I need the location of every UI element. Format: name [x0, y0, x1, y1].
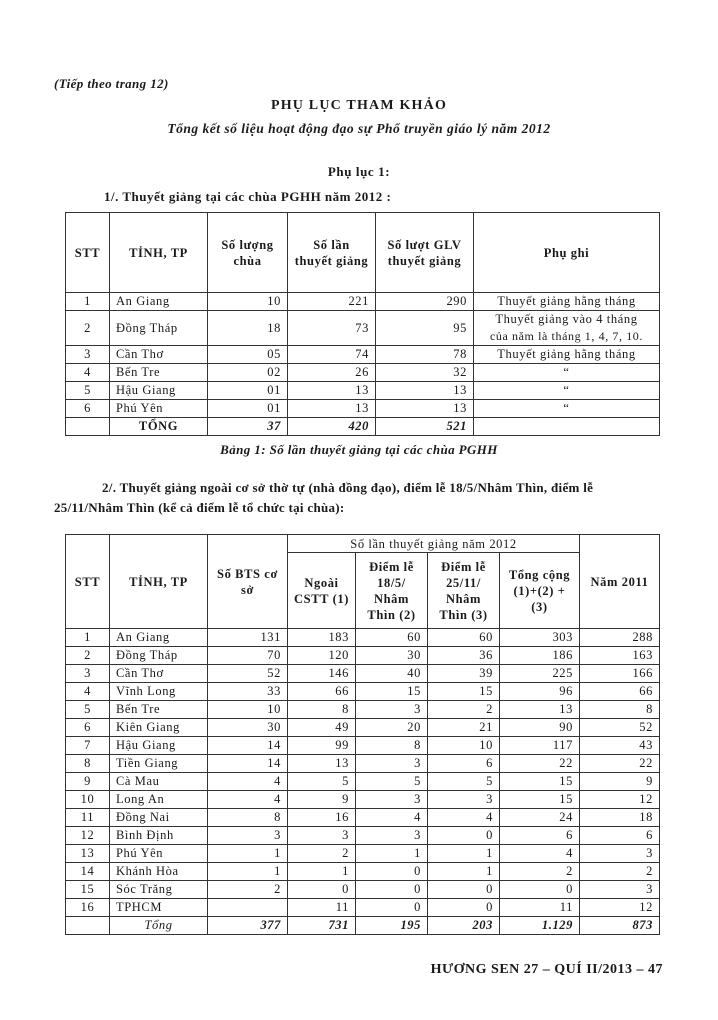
cell-note — [474, 311, 660, 346]
cell-ev2: 0 — [428, 881, 500, 899]
total-row — [66, 418, 660, 436]
header-province: TỈNH, TP — [110, 213, 208, 293]
cell-province: Phú Yên — [110, 400, 208, 418]
cell-note — [474, 293, 660, 311]
cell-stt: 4 — [66, 683, 110, 701]
cell-province: Đồng Tháp — [110, 311, 208, 346]
total-outside: 731 — [288, 917, 356, 935]
cell-ev1: 3 — [356, 701, 428, 719]
table-row — [66, 791, 660, 809]
cell-stt: 5 — [66, 382, 110, 400]
total-sum: 1.129 — [500, 917, 580, 935]
total-lecturers: 521 — [376, 418, 474, 436]
total-y2011: 873 — [580, 917, 660, 935]
cell-province: Bến Tre — [110, 701, 208, 719]
cell-province: Kiên Giang — [110, 719, 208, 737]
cell-ev2: 0 — [428, 899, 500, 917]
cell-sum: 15 — [500, 773, 580, 791]
cell-temples: 01 — [208, 400, 288, 418]
cell-temples: 18 — [208, 311, 288, 346]
cell-bts: 14 — [208, 755, 288, 773]
header2-outside: Ngoài CSTT (1) — [288, 553, 356, 629]
cell-stt: 1 — [66, 293, 110, 311]
cell-outside: 120 — [288, 647, 356, 665]
cell-ev2: 6 — [428, 755, 500, 773]
cell-y2011: 8 — [580, 701, 660, 719]
cell-outside: 66 — [288, 683, 356, 701]
cell-province: Bình Định — [110, 827, 208, 845]
cell-lecturers: 290 — [376, 293, 474, 311]
cell-lecturers: 13 — [376, 382, 474, 400]
cell-sessions: 13 — [288, 382, 376, 400]
cell-stt: 16 — [66, 899, 110, 917]
table-temple-sessions — [65, 212, 660, 436]
cell-bts: 1 — [208, 845, 288, 863]
cell-y2011: 18 — [580, 809, 660, 827]
cell-stt: 6 — [66, 400, 110, 418]
cell-ev2: 10 — [428, 737, 500, 755]
header2-2011: Năm 2011 — [580, 535, 660, 629]
table-row — [66, 773, 660, 791]
cell-ev2: 5 — [428, 773, 500, 791]
cell-bts: 2 — [208, 881, 288, 899]
cell-note — [474, 364, 660, 382]
page-title: PHỤ LỤC THAM KHẢO — [270, 98, 448, 113]
cell-bts: 8 — [208, 809, 288, 827]
cell-province: TPHCM — [110, 899, 208, 917]
cell-bts: 14 — [208, 737, 288, 755]
cell-ev1: 0 — [356, 899, 428, 917]
cell-province: Cà Mau — [110, 773, 208, 791]
table-row — [66, 899, 660, 917]
header2-event1: Điểm lễ 18/5/ Nhâm Thìn (2) — [356, 553, 428, 629]
total-sessions: 420 — [288, 418, 376, 436]
cell-sum: 225 — [500, 665, 580, 683]
cell-ev1: 3 — [356, 791, 428, 809]
cell-temples: 05 — [208, 346, 288, 364]
cell-y2011: 12 — [580, 791, 660, 809]
cell-ev1: 4 — [356, 809, 428, 827]
cell-note — [474, 346, 660, 364]
cell-ev1: 1 — [356, 845, 428, 863]
table-row — [66, 665, 660, 683]
note-line: Thuyết giảng vào 4 tháng — [495, 312, 638, 326]
cell-note — [474, 400, 660, 418]
cell-sessions: 26 — [288, 364, 376, 382]
cell-y2011: 288 — [580, 629, 660, 647]
cell-outside: 0 — [288, 881, 356, 899]
header2-province: TỈNH, TP — [110, 535, 208, 629]
cell-stt: 2 — [66, 647, 110, 665]
cell-ev2: 4 — [428, 809, 500, 827]
table-row — [66, 719, 660, 737]
note-line: “ — [563, 401, 570, 415]
cell-y2011: 166 — [580, 665, 660, 683]
cell-ev1: 8 — [356, 737, 428, 755]
cell-outside: 1 — [288, 863, 356, 881]
total-ev1: 195 — [356, 917, 428, 935]
table1-caption: Bảng 1: Số lần thuyết giảng tại các chùa PGHH — [220, 442, 498, 457]
cell-bts: 10 — [208, 701, 288, 719]
cell-y2011: 22 — [580, 755, 660, 773]
cell-ev2: 39 — [428, 665, 500, 683]
total-row — [66, 917, 660, 935]
header2-sum: Tổng cộng (1)+(2) +(3) — [500, 553, 580, 629]
cell-ev1: 3 — [356, 755, 428, 773]
cell-empty — [474, 418, 660, 436]
table1-body — [66, 293, 660, 436]
cell-ev1: 60 — [356, 629, 428, 647]
cell-ev2: 0 — [428, 827, 500, 845]
cell-y2011: 163 — [580, 647, 660, 665]
header-note: Phụ ghi — [474, 213, 660, 293]
cell-ev1: 0 — [356, 863, 428, 881]
cell-stt: 4 — [66, 364, 110, 382]
table-row — [66, 311, 660, 346]
cell-stt: 7 — [66, 737, 110, 755]
cell-outside: 8 — [288, 701, 356, 719]
table2-body — [66, 629, 660, 935]
total-label: TỔNG — [110, 418, 208, 436]
cell-stt: 13 — [66, 845, 110, 863]
total-bts: 377 — [208, 917, 288, 935]
cell-bts: 30 — [208, 719, 288, 737]
cell-lecturers: 13 — [376, 400, 474, 418]
cell-sum: 2 — [500, 863, 580, 881]
cell-bts — [208, 899, 288, 917]
cell-province: Đồng Tháp — [110, 647, 208, 665]
total-label: Tổng — [110, 917, 208, 935]
cell-ev1: 20 — [356, 719, 428, 737]
cell-ev2: 2 — [428, 701, 500, 719]
cell-province: Hậu Giang — [110, 382, 208, 400]
cell-bts: 131 — [208, 629, 288, 647]
cell-province: Bến Tre — [110, 364, 208, 382]
cell-bts: 4 — [208, 773, 288, 791]
table-row — [66, 629, 660, 647]
cell-ev2: 15 — [428, 683, 500, 701]
page-subtitle: Tổng kết số liệu hoạt động đạo sự Phổ truyền giáo lý năm 2012 — [167, 121, 551, 136]
header-temples: Số lượng chùa — [208, 213, 288, 293]
note-line: “ — [563, 383, 570, 397]
section1-heading: 1/. Thuyết giảng tại các chùa PGHH năm 2012 : — [104, 189, 392, 204]
cell-sum: 4 — [500, 845, 580, 863]
table-row — [66, 701, 660, 719]
cell-sessions: 221 — [288, 293, 376, 311]
note-line: Thuyết giảng hằng tháng — [497, 347, 636, 361]
header-stt: STT — [66, 213, 110, 293]
cell-province: Vĩnh Long — [110, 683, 208, 701]
cell-sessions: 73 — [288, 311, 376, 346]
cell-province: Đồng Nai — [110, 809, 208, 827]
cell-bts: 4 — [208, 791, 288, 809]
cell-y2011: 3 — [580, 881, 660, 899]
cell-stt: 10 — [66, 791, 110, 809]
cell-y2011: 9 — [580, 773, 660, 791]
cell-stt: 14 — [66, 863, 110, 881]
table-row — [66, 346, 660, 364]
cell-sum: 11 — [500, 899, 580, 917]
cell-stt: 6 — [66, 719, 110, 737]
cell-sum: 303 — [500, 629, 580, 647]
table-row — [66, 737, 660, 755]
cell-stt: 2 — [66, 311, 110, 346]
cell-ev1: 0 — [356, 881, 428, 899]
cell-stt: 8 — [66, 755, 110, 773]
cell-bts: 3 — [208, 827, 288, 845]
cell-ev2: 36 — [428, 647, 500, 665]
cell-y2011: 66 — [580, 683, 660, 701]
cell-sum: 0 — [500, 881, 580, 899]
cell-y2011: 3 — [580, 845, 660, 863]
table-row — [66, 863, 660, 881]
table-row — [66, 293, 660, 311]
cell-province: Cần Thơ — [110, 665, 208, 683]
cell-province: Sóc Trăng — [110, 881, 208, 899]
cell-outside: 9 — [288, 791, 356, 809]
total-ev2: 203 — [428, 917, 500, 935]
table-row — [66, 400, 660, 418]
note-line: Thuyết giảng hằng tháng — [497, 294, 636, 308]
cell-sum: 117 — [500, 737, 580, 755]
total-temples: 37 — [208, 418, 288, 436]
cell-outside: 5 — [288, 773, 356, 791]
cell-y2011: 12 — [580, 899, 660, 917]
cell-stt: 3 — [66, 346, 110, 364]
cell-stt: 15 — [66, 881, 110, 899]
cell-province: Phú Yên — [110, 845, 208, 863]
cell-ev1: 5 — [356, 773, 428, 791]
header2-event2: Điểm lễ 25/11/ Nhâm Thìn (3) — [428, 553, 500, 629]
cell-lecturers: 78 — [376, 346, 474, 364]
cell-province: Khánh Hòa — [110, 863, 208, 881]
cell-sum: 15 — [500, 791, 580, 809]
cell-outside: 2 — [288, 845, 356, 863]
cell-province: An Giang — [110, 293, 208, 311]
cell-temples: 10 — [208, 293, 288, 311]
cell-temples: 01 — [208, 382, 288, 400]
cell-sessions: 74 — [288, 346, 376, 364]
cell-ev2: 60 — [428, 629, 500, 647]
header2-stt: STT — [66, 535, 110, 629]
cell-province: Tiền Giang — [110, 755, 208, 773]
cell-outside: 99 — [288, 737, 356, 755]
cell-bts: 70 — [208, 647, 288, 665]
cell-sum: 13 — [500, 701, 580, 719]
cell-province: Hậu Giang — [110, 737, 208, 755]
cell-stt: 5 — [66, 701, 110, 719]
cell-sum: 90 — [500, 719, 580, 737]
table-row — [66, 827, 660, 845]
cell-sum: 96 — [500, 683, 580, 701]
cell-province: Long An — [110, 791, 208, 809]
cell-note — [474, 382, 660, 400]
cell-ev2: 1 — [428, 845, 500, 863]
cell-sum: 24 — [500, 809, 580, 827]
cell-y2011: 43 — [580, 737, 660, 755]
section2-heading: 2/. Thuyết giảng ngoài cơ sở thờ tự (nhà đồng đạo), điểm lễ 18/5/Nhâm Thìn, điểm lễ 25/11/Nhâm Thìn (kể cả điểm lễ tổ chức tại chùa): — [54, 480, 594, 515]
cell-bts: 1 — [208, 863, 288, 881]
cell-empty — [66, 917, 110, 935]
table-row — [66, 755, 660, 773]
cell-outside: 183 — [288, 629, 356, 647]
cell-outside: 13 — [288, 755, 356, 773]
cell-bts: 52 — [208, 665, 288, 683]
cell-ev2: 21 — [428, 719, 500, 737]
continuation-note: (Tiếp theo trang 12) — [54, 76, 169, 91]
table-row — [66, 647, 660, 665]
cell-y2011: 6 — [580, 827, 660, 845]
header2-bts: Số BTS cơ sở — [208, 535, 288, 629]
header-lecturers: Số lượt GLV thuyết giảng — [376, 213, 474, 293]
cell-province: An Giang — [110, 629, 208, 647]
cell-y2011: 52 — [580, 719, 660, 737]
table-row — [66, 881, 660, 899]
table-row — [66, 364, 660, 382]
cell-ev1: 3 — [356, 827, 428, 845]
cell-bts: 33 — [208, 683, 288, 701]
cell-sum: 22 — [500, 755, 580, 773]
cell-outside: 3 — [288, 827, 356, 845]
cell-ev1: 15 — [356, 683, 428, 701]
cell-outside: 49 — [288, 719, 356, 737]
header2-group: Số lần thuyết giảng năm 2012 — [288, 535, 580, 553]
cell-sum: 186 — [500, 647, 580, 665]
cell-outside: 16 — [288, 809, 356, 827]
table-outside-sessions — [65, 534, 660, 935]
note-line: “ — [563, 365, 570, 379]
cell-ev2: 3 — [428, 791, 500, 809]
cell-stt: 1 — [66, 629, 110, 647]
cell-lecturers: 95 — [376, 311, 474, 346]
table-row — [66, 845, 660, 863]
cell-empty — [66, 418, 110, 436]
cell-province: Cần Thơ — [110, 346, 208, 364]
cell-temples: 02 — [208, 364, 288, 382]
table-row — [66, 382, 660, 400]
cell-outside: 11 — [288, 899, 356, 917]
appendix-label: Phụ lục 1: — [327, 164, 391, 179]
cell-y2011: 2 — [580, 863, 660, 881]
page-footer: HƯƠNG SEN 27 – QUÍ II/2013 – 47 — [430, 962, 663, 977]
note-line-2: của năm là tháng 1, 4, 7, 10. — [489, 329, 644, 343]
cell-lecturers: 32 — [376, 364, 474, 382]
cell-ev2: 1 — [428, 863, 500, 881]
cell-stt: 9 — [66, 773, 110, 791]
cell-ev1: 40 — [356, 665, 428, 683]
cell-stt: 12 — [66, 827, 110, 845]
cell-stt: 11 — [66, 809, 110, 827]
table-row — [66, 683, 660, 701]
header-sessions: Số lần thuyết giảng — [288, 213, 376, 293]
table-row — [66, 809, 660, 827]
cell-outside: 146 — [288, 665, 356, 683]
cell-sessions: 13 — [288, 400, 376, 418]
cell-sum: 6 — [500, 827, 580, 845]
cell-ev1: 30 — [356, 647, 428, 665]
cell-stt: 3 — [66, 665, 110, 683]
